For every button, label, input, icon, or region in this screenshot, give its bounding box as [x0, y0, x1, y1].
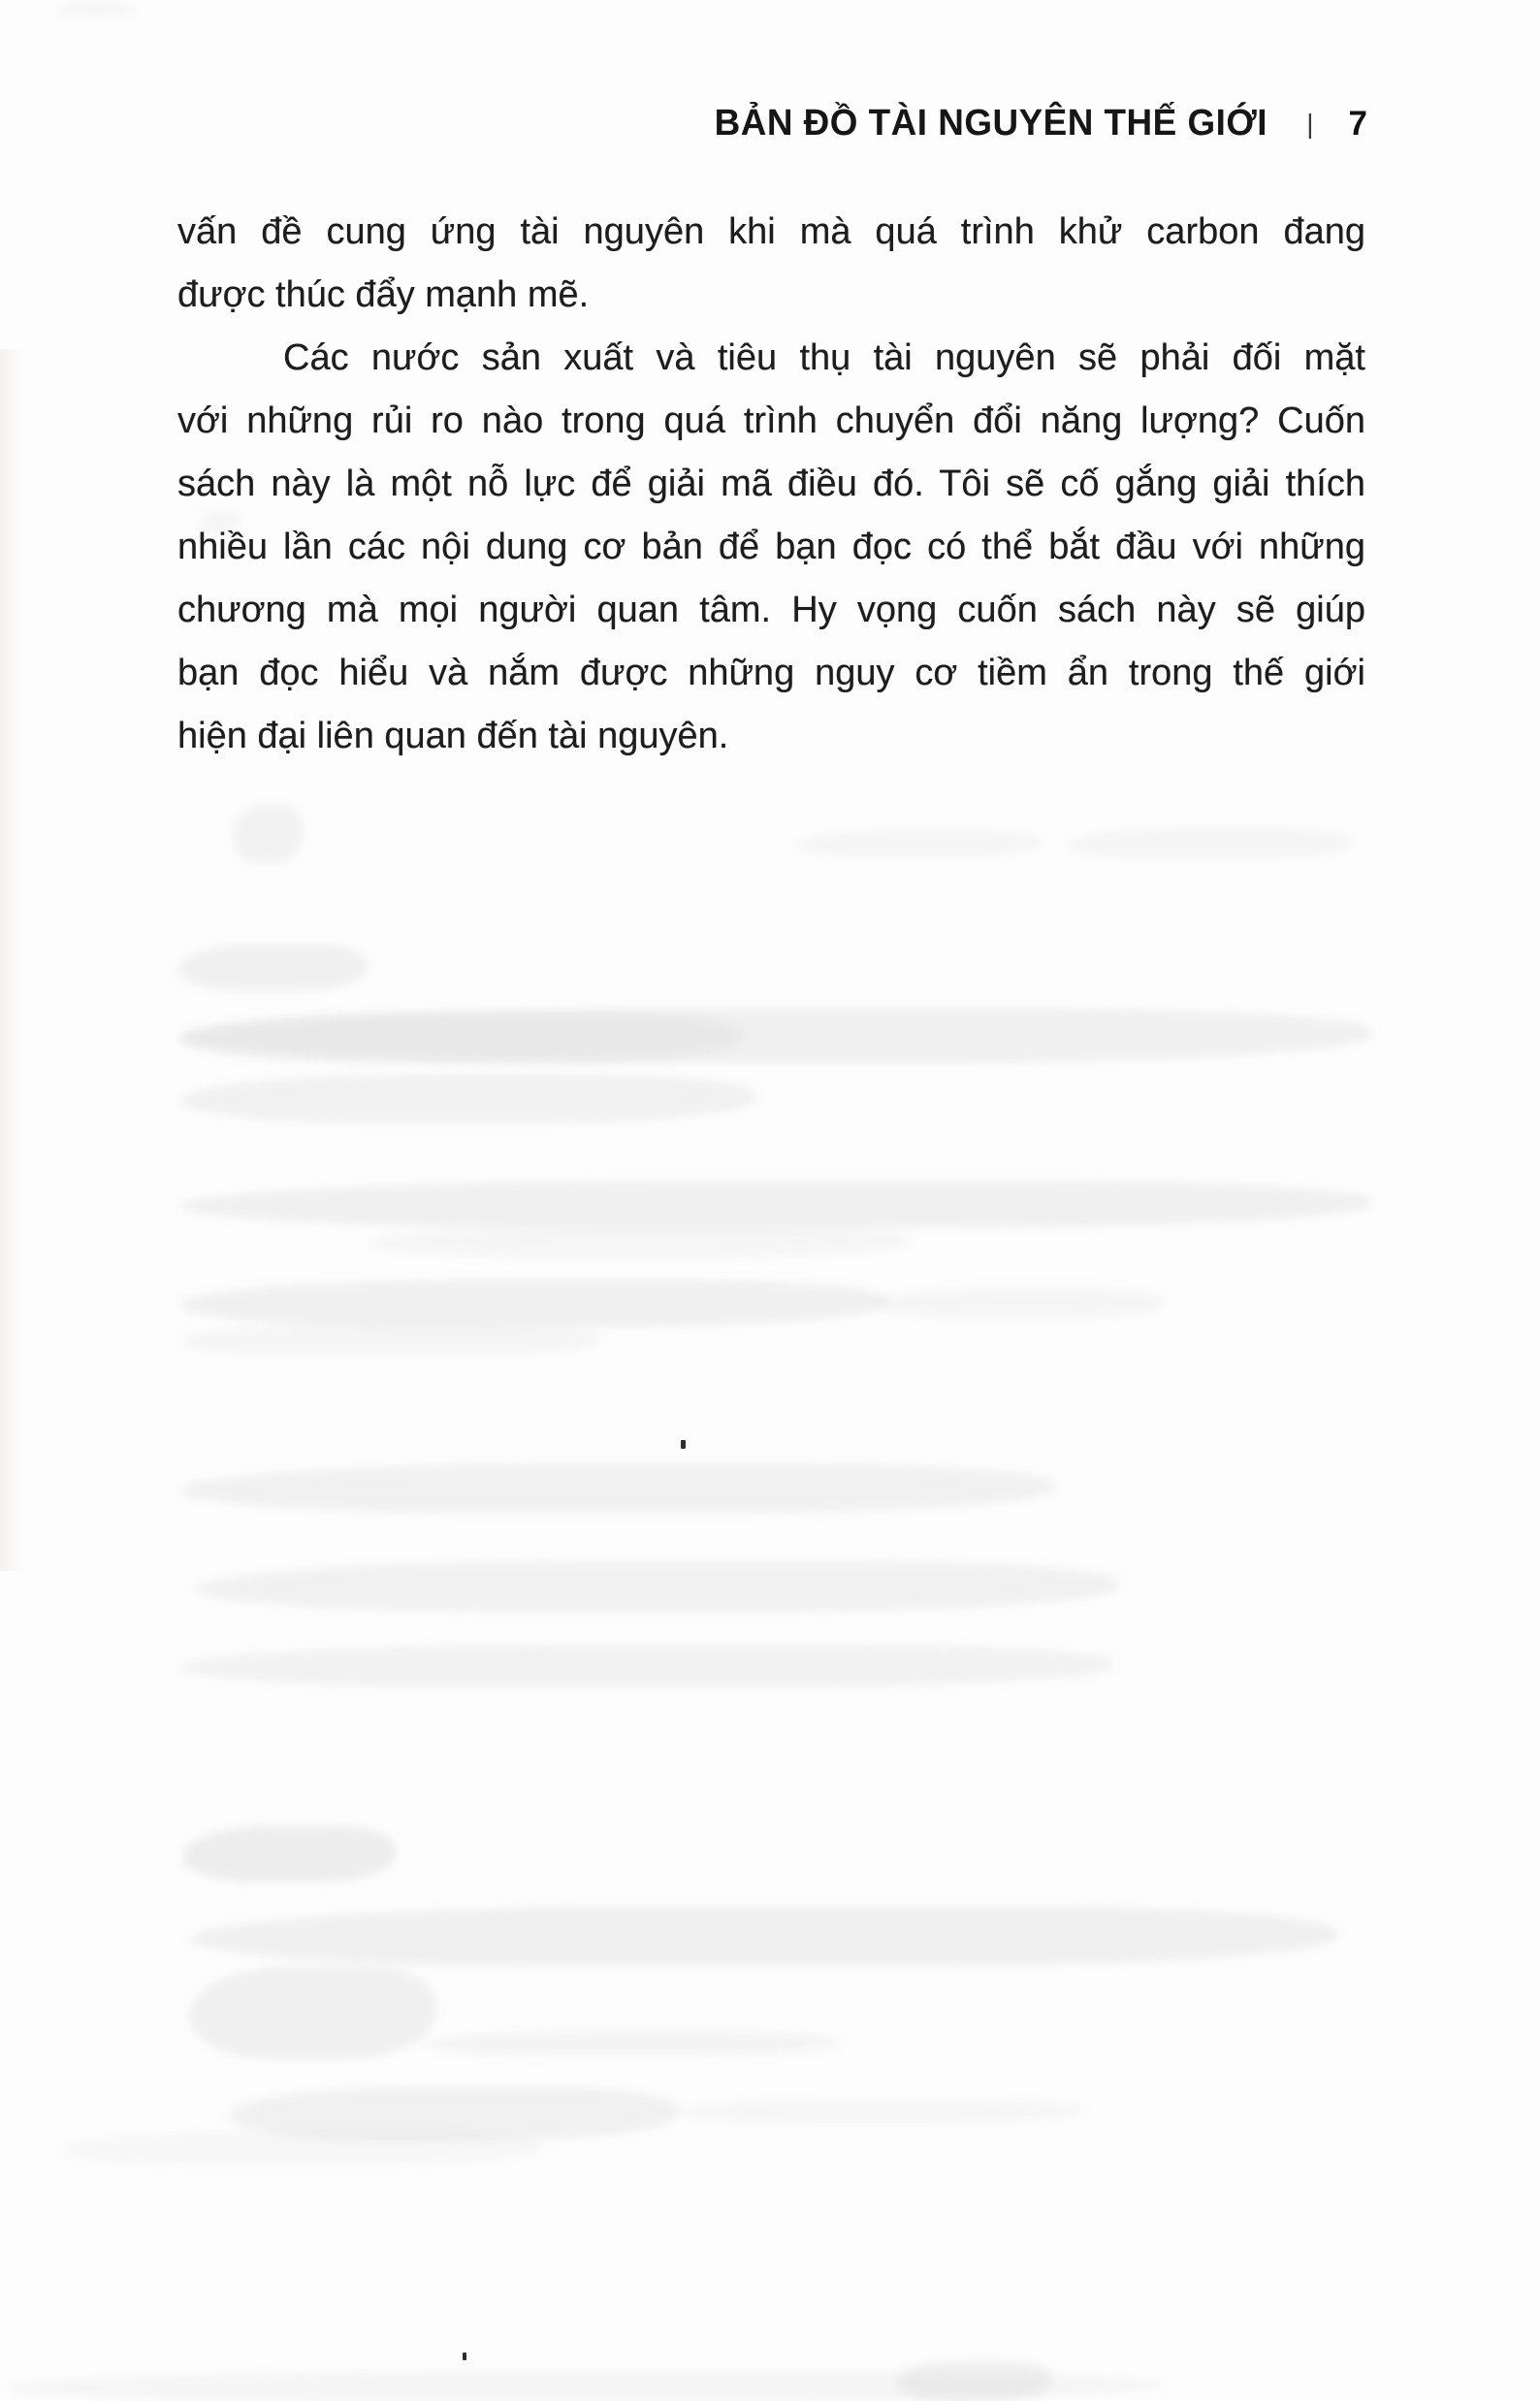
bleed-through-smudge: [182, 1826, 396, 1882]
bleed-through-smudge: [179, 1074, 756, 1123]
bleed-through-smudge: [179, 1645, 1115, 1687]
bleed-through-smudge: [228, 2087, 679, 2140]
bleed-through-smudge: [369, 1228, 912, 1257]
bleed-through-smudge: [194, 1561, 1120, 1612]
bleed-through-smudge: [179, 1325, 601, 1356]
bleed-through-smudge: [178, 944, 368, 991]
bleed-through-smudge: [233, 805, 303, 863]
page-number: 7: [1348, 105, 1367, 143]
bleed-through-smudge: [0, 2372, 1164, 2401]
bleed-through-smudge: [795, 830, 1043, 857]
text-line: với những rủi ro nào trong quá trình chuyển đổi năng lượng? Cuốn: [177, 400, 1365, 441]
ink-speck: [463, 2353, 466, 2360]
bleed-through-smudge: [179, 1012, 742, 1063]
text-line: Các nước sản xuất và tiêu thụ tài nguyên sẽ phải đối mặt: [283, 337, 1365, 378]
bleed-through-smudge: [1067, 828, 1353, 859]
bleed-through-smudge: [189, 1967, 436, 2059]
bleed-through-smudge: [679, 2099, 1086, 2124]
body-text: [177, 201, 1365, 768]
text-line: hiện đại liên quan đến tài nguyên.: [177, 716, 729, 756]
ink-speck: [681, 1440, 686, 1449]
text-line: được thúc đẩy mạnh mẽ.: [177, 274, 590, 315]
header-separator: |: [1306, 109, 1314, 139]
bleed-through-smudge: [179, 1008, 1372, 1063]
bleed-through-smudge: [878, 1288, 1164, 1319]
bleed-through-smudge: [58, 2, 136, 17]
scan-edge-artifact: [0, 349, 23, 1571]
bleed-through-smudge: [179, 1464, 1057, 1513]
bleed-through-smudge: [897, 2360, 1052, 2401]
text-line: chương mà mọi người quan tâm. Hy vọng cuốn sách này sẽ giúp: [177, 590, 1365, 630]
running-header: [697, 103, 1367, 144]
bleed-through-smudge: [427, 2031, 839, 2056]
running-header-title: BẢN ĐỒ TÀI NGUYÊN THẾ GIỚI: [714, 103, 1268, 144]
bleed-through-smudge: [179, 1280, 887, 1327]
text-line: sách này là một nỗ lực để giải mã điều đó. Tôi sẽ cố gắng giải thích: [177, 464, 1365, 504]
bleed-through-smudge: [189, 1906, 1338, 1967]
bleed-through-smudge: [179, 1181, 1372, 1228]
text-line: nhiều lần các nội dung cơ bản để bạn đọc có thể bắt đầu với những: [177, 527, 1365, 567]
text-line: vấn đề cung ứng tài nguyên khi mà quá trình khử carbon đang: [177, 211, 1365, 252]
text-line: bạn đọc hiểu và nắm được những nguy cơ tiềm ẩn trong thế giới: [177, 653, 1365, 693]
bleed-through-smudge: [58, 2131, 543, 2166]
